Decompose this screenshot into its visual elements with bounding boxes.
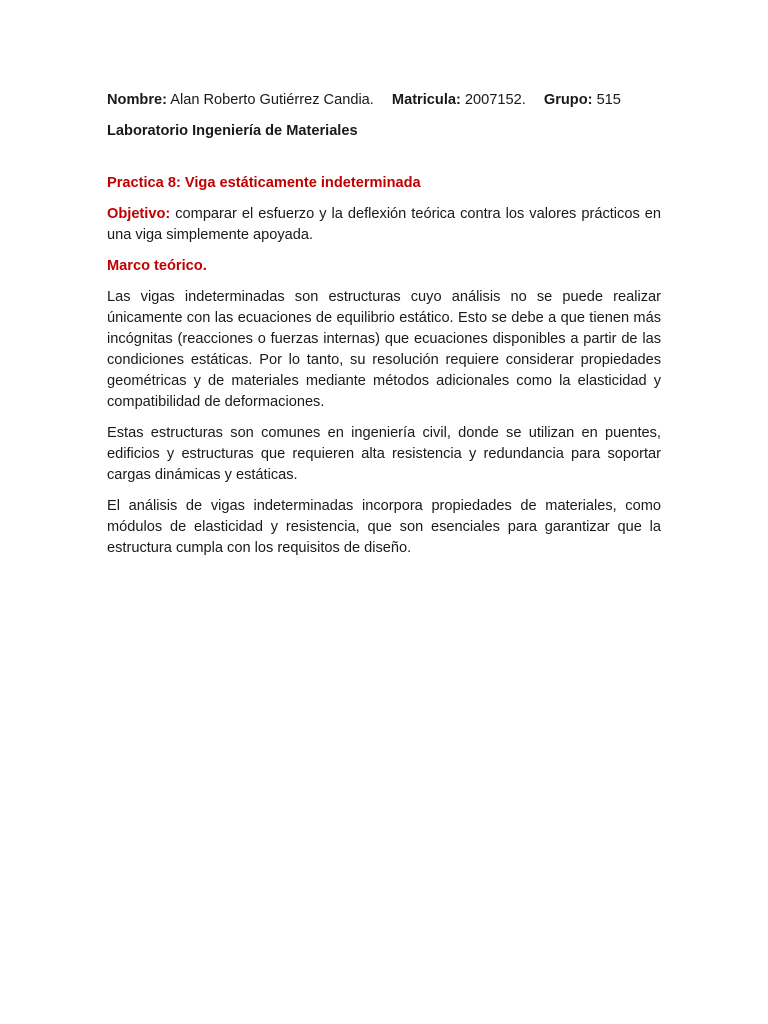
name-label: Nombre: — [107, 92, 167, 108]
practice-title: Practica 8: Viga estáticamente indeterminada — [107, 175, 421, 191]
name-value: Alan Roberto Gutiérrez Candia. — [170, 92, 374, 108]
grupo-field — [544, 92, 621, 108]
matricula-label: Matricula: — [391, 92, 461, 108]
grupo-value: 515 — [596, 92, 621, 108]
document-page — [107, 90, 661, 559]
paragraph-1: Las vigas indeterminadas son estructuras cuyo análisis no se puede realizar únicamente con las ecuaciones de equilibrio estático. Esto se debe a que tienen más incógnitas (reacciones o fuerzas internas) que ecuaciones disponibles a partir de las condiciones estáticas. Por lo tanto, su resolución requiere considerar propiedades geométricas y de materiales mediante métodos adicionales como la elasticidad y compatibilidad de deformaciones. — [107, 289, 661, 410]
name-field — [107, 92, 374, 108]
objective — [107, 204, 661, 246]
objective-text: comparar el esfuerzo y la deflexión teórica contra los valores prácticos en una viga simplemente apoyada. — [107, 206, 661, 243]
paragraph-2: Estas estructuras son comunes en ingeniería civil, donde se utilizan en puentes, edificios y estructuras que requieren alta resistencia y redundancia para soportar cargas dinámicas y estáticas. — [107, 425, 661, 483]
matricula-value: 2007152. — [464, 92, 526, 108]
paragraph-3: El análisis de vigas indeterminadas incorpora propiedades de materiales, como módulos de elasticidad y resistencia, que son esenciales para garantizar que la estructura cumpla con los requisitos de diseño. — [107, 498, 661, 556]
objective-label: Objetivo: — [107, 206, 171, 222]
grupo-label: Grupo: — [543, 92, 593, 108]
lab-title: Laboratorio Ingeniería de Materiales — [107, 123, 358, 139]
matricula-field — [392, 92, 526, 108]
section-title: Marco teórico. — [107, 258, 207, 274]
header-line — [107, 90, 661, 111]
